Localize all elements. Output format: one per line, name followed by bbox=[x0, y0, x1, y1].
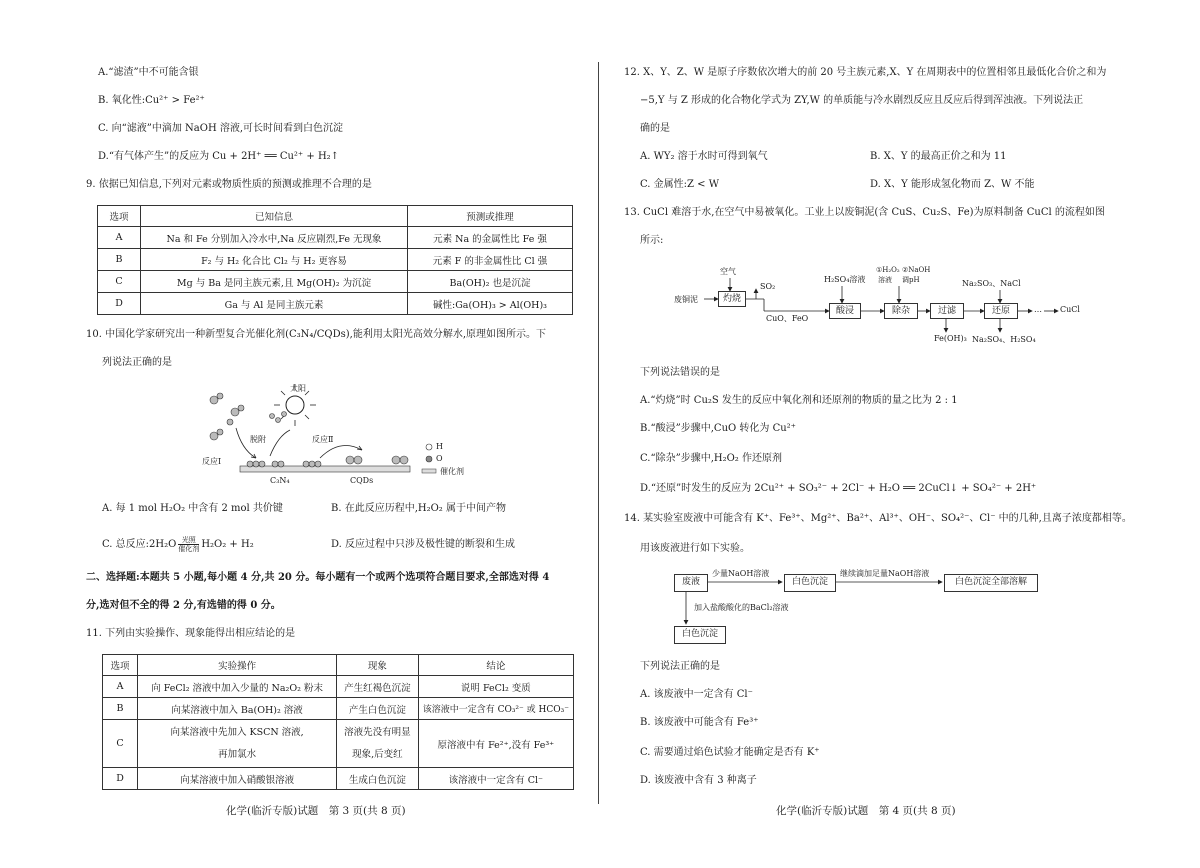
q10-option-a: A. 每 1 mol H₂O₂ 中含有 2 mol 共价键 bbox=[102, 503, 283, 514]
q14-stem-line1: 14. 某实验室废液中可能含有 K⁺、Fe³⁺、Mg²⁺、Ba²⁺、Al³⁺、OH⁻、SO₄²⁻、Cl⁻ 中的几种,且离子浓度都相等。 bbox=[624, 513, 1132, 524]
flow-solution-label: 溶液 bbox=[878, 276, 892, 284]
q13-stem-line2: 所示: bbox=[640, 235, 664, 246]
q9-cell: C bbox=[98, 271, 141, 293]
q12-stem-line2: −5,Y 与 Z 形成的化合物化学式为 ZY,W 的单质能与冷水剧烈反应且反应后得到浑浊液。下列说法正 bbox=[640, 95, 1084, 106]
q11-cell: 向 FeCl₂ 溶液中加入少量的 Na₂O₂ 粉末 bbox=[138, 676, 337, 698]
q11-c-operation-line2: 再加氯水 bbox=[218, 748, 257, 760]
q14-flowchart bbox=[674, 566, 1054, 646]
q8-option-a: A.“滤渣”中不可能含银 bbox=[98, 67, 199, 78]
q11-cell: 向某溶液中加入硝酸银溶液 bbox=[138, 768, 337, 790]
q11-cell: 向某溶液中加入 Ba(OH)₂ 溶液 bbox=[138, 698, 337, 720]
q11-cell: 生成白色沉淀 bbox=[337, 768, 419, 790]
section-2-heading-line1: 二、选择题:本题共 5 小题,每小题 4 分,共 20 分。每小题有一个或两个选项符合题目要求,全部选对得 4 bbox=[86, 572, 550, 583]
q11-cell: 产生红褐色沉淀 bbox=[337, 676, 419, 698]
q11-cell: 该溶液中一定含有 Cl⁻ bbox=[418, 768, 573, 790]
q9-cell: B bbox=[98, 249, 141, 271]
reaction-1-label: 反应Ⅰ bbox=[202, 457, 222, 466]
flow-salts-label: Na₂SO₃、NaCl bbox=[962, 279, 1021, 288]
q13-flowchart bbox=[674, 260, 1094, 354]
q11-cell: 原溶液中有 Fe²⁺,没有 Fe³⁺ bbox=[418, 720, 573, 768]
q13-option-a: A.“灼烧”时 Cu₂S 发生的反应中氧化剂和还原剂的物质的量之比为 2 : 1 bbox=[640, 395, 958, 406]
q11-cell bbox=[138, 720, 337, 768]
table-row bbox=[98, 271, 573, 293]
flow-step2-label: 继续滴加足量NaOH溶液 bbox=[840, 569, 930, 578]
q11-header-phenomenon: 现象 bbox=[337, 655, 419, 676]
q11-c-phenomenon-line1: 溶液先没有明显 bbox=[344, 726, 411, 738]
q9-cell: 碱性:Ga(OH)₃ > Al(OH)₃ bbox=[408, 293, 573, 315]
q10-option-c bbox=[102, 536, 254, 553]
table-row bbox=[103, 768, 574, 790]
q11-cell: 说明 FeCl₂ 变质 bbox=[418, 676, 573, 698]
flow-box-roast: 灼烧 bbox=[718, 291, 746, 307]
q10-figure bbox=[200, 378, 470, 490]
q13-option-d: D.“还原”时发生的反应为 2Cu²⁺ + SO₃²⁻ + 2Cl⁻ + H₂O ══ 2CuCl↓ + SO₄²⁻ + 2H⁺ bbox=[640, 483, 1037, 494]
page-divider bbox=[598, 62, 599, 804]
q14-option-a: A. 该废液中一定含有 Cl⁻ bbox=[640, 689, 753, 700]
q9-header-info: 已知信息 bbox=[141, 206, 408, 227]
q9-cell: A bbox=[98, 227, 141, 249]
q11-table bbox=[102, 654, 574, 790]
page-footer-left: 化学(临沂专版)试题 第 3 页(共 8 页) bbox=[226, 805, 406, 817]
q14-option-d: D. 该废液中含有 3 种离子 bbox=[640, 775, 757, 786]
flow-box-precipitate-2: 白色沉淀 bbox=[674, 626, 726, 644]
flow-step1-label: 少量NaOH溶液 bbox=[712, 569, 770, 578]
flow-adjust-ph-label: 调pH bbox=[902, 276, 920, 284]
q9-header-option: 选项 bbox=[98, 206, 141, 227]
q10-stem-line2: 列说法正确的是 bbox=[102, 357, 172, 368]
flow-byproduct-label: Na₂SO₄、H₂SO₄ bbox=[972, 335, 1036, 344]
q11-stem: 11. 下列由实验操作、现象能得出相应结论的是 bbox=[86, 628, 296, 639]
q9-cell: Mg 与 Ba 是同主族元素,且 Mg(OH)₂ 为沉淀 bbox=[141, 271, 408, 293]
q11-cell: 产生白色沉淀 bbox=[337, 698, 419, 720]
q8-option-d: D.“有气体产生”的反应为 Cu + 2H⁺ ══ Cu²⁺ + H₂↑ bbox=[98, 151, 340, 162]
q9-stem: 9. 依据已知信息,下列对元素或物质性质的预测或推理不合理的是 bbox=[86, 179, 372, 190]
q14-option-c: C. 需要通过焰色试验才能确定是否有 K⁺ bbox=[640, 747, 820, 758]
flow-product-label: CuCl bbox=[1060, 305, 1080, 314]
q9-table bbox=[97, 205, 573, 315]
table-row bbox=[98, 293, 573, 315]
flow-step3-label: 加入盐酸酸化的BaCl₂溶液 bbox=[694, 603, 789, 612]
condition-light: 光照 bbox=[178, 536, 199, 545]
sun-label: 太阳 bbox=[290, 384, 306, 393]
q13-ask: 下列说法错误的是 bbox=[640, 367, 720, 378]
q8-option-c: C. 向“滤液”中滴加 NaOH 溶液,可长时间看到白色沉淀 bbox=[98, 123, 344, 134]
q9-cell: F₂ 与 H₂ 化合比 Cl₂ 与 H₂ 更容易 bbox=[141, 249, 408, 271]
photocatalysis-diagram bbox=[200, 378, 470, 490]
right-page bbox=[600, 0, 1200, 868]
legend-catalyst-label: 催化剂 bbox=[440, 467, 464, 476]
flow-box-leach: 酸浸 bbox=[829, 303, 861, 319]
q13-option-b: B.“酸浸”步骤中,CuO 转化为 Cu²⁺ bbox=[640, 423, 796, 434]
q10-option-c-prefix: C. 总反应:2H₂O bbox=[102, 539, 177, 550]
flow-box-purify: 除杂 bbox=[884, 303, 918, 319]
q12-stem-line3: 确的是 bbox=[640, 123, 670, 134]
q12-option-c: C. 金属性:Z < W bbox=[640, 179, 719, 190]
q9-cell: Na 和 Fe 分别加入冷水中,Na 反应剧烈,Fe 无现象 bbox=[141, 227, 408, 249]
c3n4-label: C₃N₄ bbox=[270, 476, 290, 485]
q11-cell: A bbox=[103, 676, 138, 698]
flow-reagents-label: ①H₂O₂ ②NaOH bbox=[876, 266, 931, 274]
flow-acid-label: H₂SO₄溶液 bbox=[824, 275, 866, 284]
flow-cuo-label: CuO、FeO bbox=[766, 314, 809, 323]
flow-box-dissolve: 白色沉淀全部溶解 bbox=[944, 574, 1038, 592]
flow-air-label: 空气 bbox=[720, 267, 736, 276]
table-row bbox=[98, 249, 573, 271]
legend-o-label: O bbox=[436, 454, 443, 463]
q12-option-d: D. X、Y 能形成氢化物而 Z、W 不能 bbox=[870, 179, 1035, 190]
q12-option-a: A. WY₂ 溶于水时可得到氧气 bbox=[640, 151, 768, 162]
q11-header-operation: 实验操作 bbox=[138, 655, 337, 676]
q11-cell: 该溶液中一定含有 CO₃²⁻ 或 HCO₃⁻ bbox=[418, 698, 573, 720]
q11-header-option: 选项 bbox=[103, 655, 138, 676]
q9-cell: Ba(OH)₂ 也是沉淀 bbox=[408, 271, 573, 293]
flow-feed-label: 废铜泥 bbox=[674, 295, 698, 304]
q14-ask: 下列说法正确的是 bbox=[640, 661, 720, 672]
cqds-label: CQDs bbox=[350, 476, 374, 485]
q11-c-phenomenon-line2: 现象,后变红 bbox=[352, 748, 403, 760]
q12-stem-line1: 12. X、Y、Z、W 是原子序数依次增大的前 20 号主族元素,X、Y 在周期表中的位置相邻且最低化合价之和为 bbox=[624, 67, 1107, 78]
q11-header-conclusion: 结论 bbox=[418, 655, 573, 676]
q10-stem-line1: 10. 中国化学家研究出一种新型复合光催化剂(C₃N₄/CQDs),能利用太阳光高效分解水,原理如图所示。下 bbox=[86, 329, 547, 340]
q9-cell: D bbox=[98, 293, 141, 315]
q9-cell: 元素 Na 的金属性比 Fe 强 bbox=[408, 227, 573, 249]
flow-so2-label: SO₂ bbox=[760, 282, 776, 291]
flow-box-precipitate-1: 白色沉淀 bbox=[784, 574, 836, 592]
reaction-condition bbox=[178, 536, 199, 553]
q11-cell bbox=[337, 720, 419, 768]
flow-ellipsis: … bbox=[1034, 305, 1042, 314]
q9-header-prediction: 预测或推理 bbox=[408, 206, 573, 227]
page-footer-right: 化学(临沂专版)试题 第 4 页(共 8 页) bbox=[776, 805, 956, 817]
condition-catalyst: 催化剂 bbox=[178, 545, 200, 553]
q11-cell: C bbox=[103, 720, 138, 768]
q9-cell: 元素 F 的非金属性比 Cl 强 bbox=[408, 249, 573, 271]
section-2-heading-line2: 分,选对但不全的得 2 分,有选错的得 0 分。 bbox=[86, 600, 281, 611]
q11-cell: B bbox=[103, 698, 138, 720]
flow-box-waste: 废液 bbox=[674, 574, 708, 592]
table-row bbox=[103, 720, 574, 768]
table-row bbox=[103, 676, 574, 698]
q10-option-c-products: H₂O₂ + H₂ bbox=[201, 539, 254, 550]
desorb-label: 脱附 bbox=[250, 435, 266, 444]
q11-c-operation-line1: 向某溶液中先加入 KSCN 溶液, bbox=[170, 726, 304, 738]
legend-h-label: H bbox=[436, 442, 443, 451]
q14-stem-line2: 用该废液进行如下实验。 bbox=[640, 543, 750, 554]
table-row bbox=[103, 698, 574, 720]
q8-option-b: B. 氧化性:Cu²⁺ > Fe²⁺ bbox=[98, 95, 205, 106]
q10-option-d: D. 反应过程中只涉及极性键的断裂和生成 bbox=[331, 539, 516, 550]
reaction-2-label: 反应Ⅱ bbox=[312, 435, 334, 444]
table-row bbox=[98, 227, 573, 249]
q12-option-b: B. X、Y 的最高正价之和为 11 bbox=[870, 151, 1007, 162]
q14-option-b: B. 该废液中可能含有 Fe³⁺ bbox=[640, 717, 759, 728]
q10-option-b: B. 在此反应历程中,H₂O₂ 属于中间产物 bbox=[331, 503, 506, 514]
flow-box-filter: 过滤 bbox=[930, 303, 964, 319]
flow-feoh3-label: Fe(OH)₃ bbox=[934, 334, 967, 343]
q9-cell: Ga 与 Al 是同主族元素 bbox=[141, 293, 408, 315]
q13-option-c: C.“除杂”步骤中,H₂O₂ 作还原剂 bbox=[640, 453, 782, 464]
q13-stem-line1: 13. CuCl 难溶于水,在空气中易被氧化。工业上以废铜泥(含 CuS、Cu₂S、Fe)为原料制备 CuCl 的流程如图 bbox=[624, 207, 1105, 218]
q11-cell: D bbox=[103, 768, 138, 790]
flow-box-reduce: 还原 bbox=[984, 303, 1018, 319]
